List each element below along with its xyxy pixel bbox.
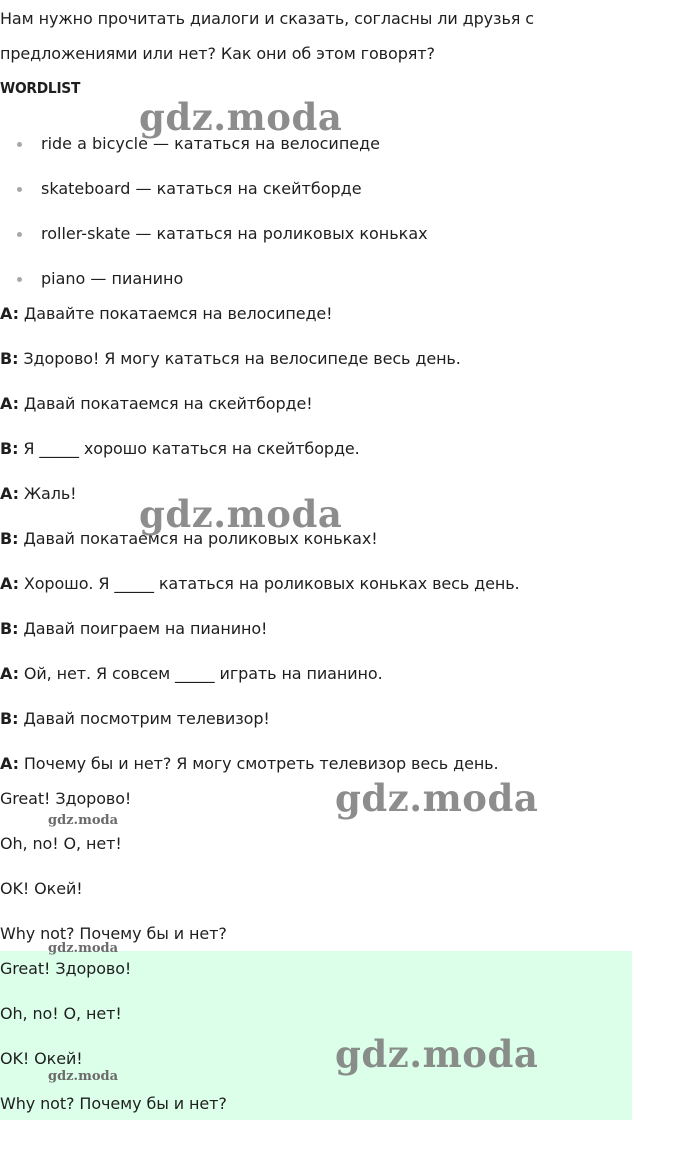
phrase-line: Why not? Почему бы и нет? (0, 924, 227, 943)
phrase-line: Oh, no! O, нет! (0, 834, 122, 853)
speaker-label: B: (0, 529, 19, 548)
dialogue-text: Я _____ хорошо кататься на скейтборде. (18, 439, 360, 458)
dialogue-line (0, 754, 499, 774)
dialogue-text: Давай посмотрим телевизор! (18, 709, 270, 728)
dialogue-line (0, 349, 461, 369)
watermark-small: gdz.moda (48, 1069, 119, 1084)
dialogue-text: Ой, нет. Я совсем _____ играть на пианино. (18, 664, 383, 683)
speaker-label: A: (0, 754, 19, 773)
watermark-small: gdz.moda (48, 813, 119, 828)
bullet-icon (17, 277, 22, 282)
wordlist-heading: WORDLIST (0, 79, 81, 97)
list-item-text: piano — пианино (41, 269, 184, 288)
intro-line-1: Нам нужно прочитать диалоги и сказать, согласны ли друзья с (0, 9, 534, 28)
dialogue-text: Давай поиграем на пианино! (18, 619, 268, 638)
phrase-line: OK! Окей! (0, 879, 83, 898)
dialogue-line (0, 709, 270, 729)
watermark-logo: gdz.moda (335, 1032, 539, 1076)
watermark-small: gdz.moda (48, 941, 119, 956)
speaker-label: A: (0, 574, 19, 593)
list-item-text: roller-skate — кататься на роликовых коньках (41, 224, 428, 243)
speaker-label: A: (0, 304, 19, 323)
dialogue-text: Здорово! Я могу кататься на велосипеде весь день. (18, 349, 461, 368)
dialogue-line (0, 664, 383, 684)
dialogue-line (0, 439, 360, 459)
intro-line-2: предложениями или нет? Как они об этом говорят? (0, 44, 435, 63)
phrase-line: Great! Здорово! (0, 789, 132, 808)
dialogue-text: Хорошо. Я _____ кататься на роликовых коньках весь день. (18, 574, 520, 593)
dialogue-line (0, 574, 520, 594)
watermark-logo: gdz.moda (139, 95, 343, 139)
answer-phrase-line: Great! Здорово! (0, 959, 132, 978)
speaker-label: A: (0, 484, 19, 503)
speaker-label: B: (0, 439, 19, 458)
answer-phrase-line: Oh, no! O, нет! (0, 1004, 122, 1023)
watermark-logo: gdz.moda (335, 776, 539, 820)
bullet-icon (17, 232, 22, 237)
speaker-label: B: (0, 709, 19, 728)
dialogue-line (0, 619, 267, 639)
bullet-icon (17, 142, 22, 147)
watermark-logo: gdz.moda (139, 492, 343, 536)
speaker-label: B: (0, 349, 19, 368)
dialogue-line (0, 394, 313, 414)
list-item-text: skateboard — кататься на скейтборде (41, 179, 362, 198)
bullet-icon (17, 187, 22, 192)
dialogue-text: Давайте покатаемся на велосипеде! (18, 304, 333, 323)
speaker-label: A: (0, 394, 19, 413)
dialogue-line (0, 304, 333, 324)
list-item-text: ride a bicycle — кататься на велосипеде (41, 134, 381, 153)
dialogue-line (0, 484, 77, 504)
dialogue-text: Давай покатаемся на скейтборде! (18, 394, 313, 413)
speaker-label: A: (0, 664, 19, 683)
dialogue-text: Почему бы и нет? Я могу смотреть телевизор весь день. (18, 754, 499, 773)
speaker-label: B: (0, 619, 19, 638)
dialogue-text: Давай покатаемся на роликовых коньках! (18, 529, 378, 548)
answer-phrase-line: OK! Окей! (0, 1049, 83, 1068)
dialogue-text: Жаль! (18, 484, 77, 503)
answer-phrase-line: Why not? Почему бы и нет? (0, 1094, 227, 1113)
